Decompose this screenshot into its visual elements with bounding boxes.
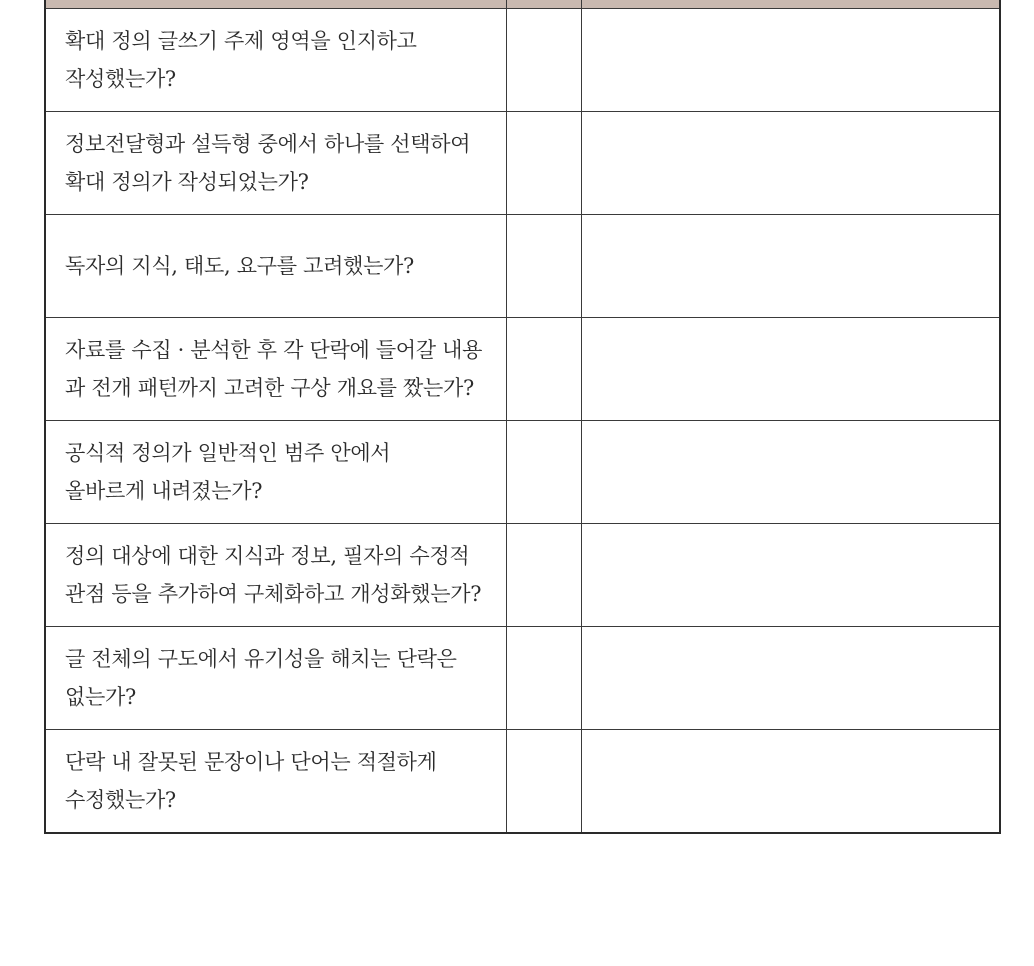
check-cell[interactable] — [506, 318, 581, 421]
table-row — [45, 318, 1000, 421]
check-cell[interactable] — [506, 730, 581, 834]
table-row — [45, 9, 1000, 112]
note-cell[interactable] — [581, 627, 1000, 730]
question-cell — [45, 730, 506, 834]
question-cell — [45, 318, 506, 421]
note-cell[interactable] — [581, 112, 1000, 215]
question-text: 정의 대상에 대한 지식과 정보, 필자의 수정적 관점 등을 추가하여 구체화하고 개성화했는가? — [65, 544, 482, 606]
table-row — [45, 730, 1000, 834]
self-check-table — [44, 0, 1001, 834]
check-cell[interactable] — [506, 524, 581, 627]
header-cell-note — [581, 0, 1000, 9]
table-header-strip — [45, 0, 1000, 9]
note-cell[interactable] — [581, 421, 1000, 524]
question-text: 공식적 정의가 일반적인 범주 안에서 올바르게 내려졌는가? — [65, 441, 391, 503]
header-cell-check — [506, 0, 581, 9]
table-row — [45, 421, 1000, 524]
check-cell[interactable] — [506, 9, 581, 112]
question-cell — [45, 524, 506, 627]
question-text: 글 전체의 구도에서 유기성을 해치는 단락은 없는가? — [65, 647, 457, 709]
question-text: 확대 정의 글쓰기 주제 영역을 인지하고 작성했는가? — [65, 29, 417, 91]
question-cell — [45, 627, 506, 730]
note-cell[interactable] — [581, 524, 1000, 627]
question-cell — [45, 112, 506, 215]
question-text: 단락 내 잘못된 문장이나 단어는 적절하게 수정했는가? — [65, 750, 437, 812]
question-cell — [45, 215, 506, 318]
question-text: 자료를 수집 · 분석한 후 각 단락에 들어갈 내용 과 전개 패턴까지 고려한 구상 개요를 짰는가? — [65, 338, 483, 400]
question-text: 정보전달형과 설득형 중에서 하나를 선택하여 확대 정의가 작성되었는가? — [65, 132, 471, 194]
header-cell-item — [45, 0, 506, 9]
question-cell — [45, 9, 506, 112]
table-row — [45, 215, 1000, 318]
check-cell[interactable] — [506, 112, 581, 215]
check-cell[interactable] — [506, 627, 581, 730]
note-cell[interactable] — [581, 318, 1000, 421]
check-cell[interactable] — [506, 215, 581, 318]
table-row — [45, 627, 1000, 730]
note-cell[interactable] — [581, 215, 1000, 318]
table-row — [45, 524, 1000, 627]
note-cell[interactable] — [581, 9, 1000, 112]
note-cell[interactable] — [581, 730, 1000, 834]
check-cell[interactable] — [506, 421, 581, 524]
question-text: 독자의 지식, 태도, 요구를 고려했는가? — [65, 254, 414, 278]
question-cell — [45, 421, 506, 524]
table-row — [45, 112, 1000, 215]
